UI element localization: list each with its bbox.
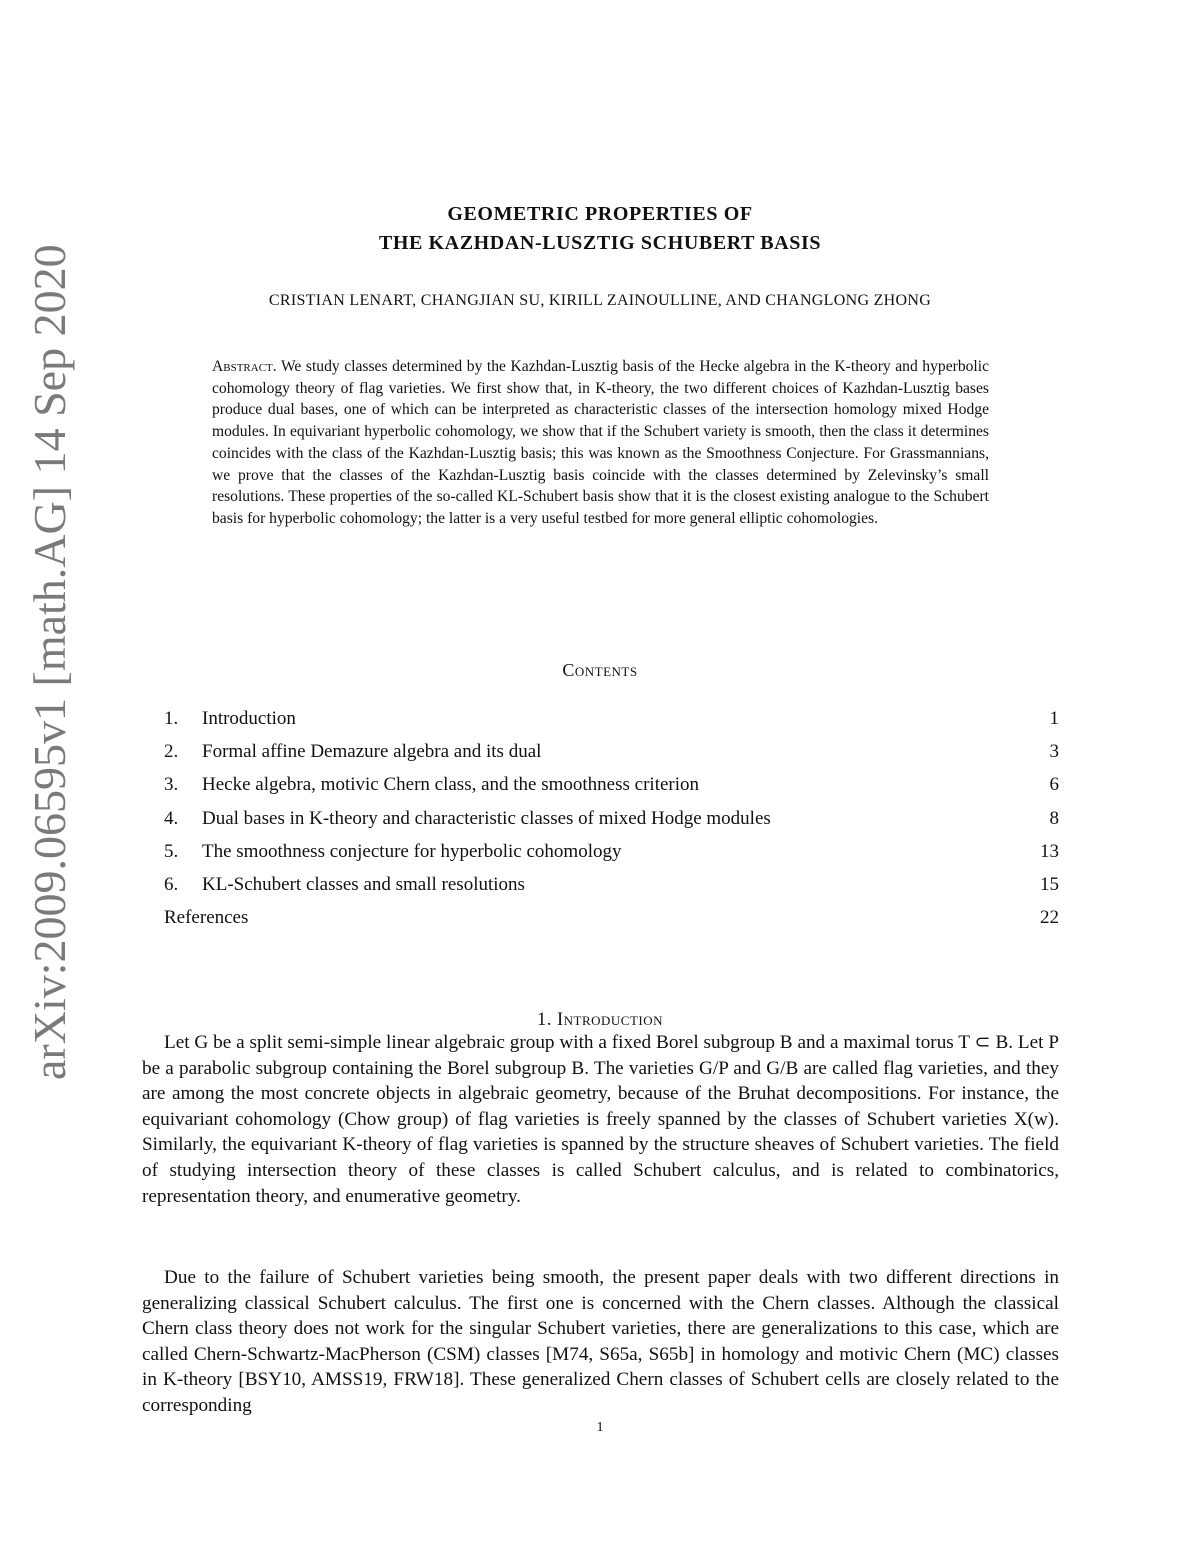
body-paragraph: Due to the failure of Schubert varieties being smooth, the present paper deals with two different directions in generalizing classical Schubert calculus. The first one is concerned with the Chern classes. Although the classical Chern class theory does not work for the singular Schubert varieties, there are generalizations to this case, which are called Chern-Schwartz-MacPherson (CSM) classes [M74, S65a, S65b] in homology and motivic Chern (MC) classes in K-theory [BSY10, AMSS19, FRW18]. These generalized Chern classes of Schubert cells are closely related to the corresponding (142, 1267, 1059, 1416)
toc-entry-title: KL-Schubert classes and small resolutions (202, 873, 525, 895)
toc-entry-page: 8 (1049, 807, 1059, 829)
toc-entry[interactable] (164, 872, 1059, 905)
toc-entry[interactable] (164, 739, 1059, 772)
toc-entry[interactable] (164, 772, 1059, 805)
section-number: 1. (536, 1010, 552, 1030)
toc-entry-number: 5. (164, 840, 179, 862)
toc-entry-number: 1. (164, 708, 179, 729)
toc-entry[interactable] (164, 839, 1059, 872)
toc-references-title: References (164, 907, 249, 929)
toc-entry-page: 13 (1040, 840, 1059, 862)
page-number: 1 (596, 1420, 604, 1435)
toc-entry-page: 15 (1040, 873, 1059, 895)
section-heading (0, 1010, 1200, 1031)
table-of-contents (164, 706, 1059, 938)
contents-heading: Contents (562, 660, 638, 680)
toc-entry-title: Formal affine Demazure algebra and its dual (202, 741, 542, 763)
toc-entry-number: 6. (164, 873, 179, 895)
abstract (212, 356, 989, 530)
toc-entry-page: 6 (1049, 774, 1059, 796)
section-title: Introduction (556, 1010, 664, 1030)
paper-title-line-2: THE KAZHDAN-LUSZTIG SCHUBERT BASIS (378, 232, 822, 254)
toc-references-page: 22 (1040, 907, 1059, 929)
arxiv-identifier: arXiv:2009.06595v1 [math.AG] 14 Sep 2020 (24, 244, 75, 1080)
toc-entry-title: Hecke algebra, motivic Chern class, and the smoothness criterion (202, 774, 700, 796)
abstract-label: Abstract. (212, 358, 277, 375)
toc-entry[interactable] (164, 806, 1059, 839)
body-paragraph: Let G be a split semi-simple linear algebraic group with a fixed Borel subgroup B and a maximal torus T ⊂ B. Let P be a parabolic subgroup containing the Borel subgroup B. The varieties G/P and G/B are called flag varieties, and they are among the most concrete objects in algebraic geometry, because of the Bruhat decompositions. For instance, the equivariant cohomology (Chow group) of flag varieties is freely spanned by the classes of Schubert varieties X(w). Similarly, the equivariant K-theory of flag varieties is spanned by the structure sheaves of Schubert varieties. The field of studying intersection theory of these classes is called Schubert calculus, and is related to combinatorics, representation theory, and enumerative geometry. (142, 1032, 1059, 1207)
paper-title-line-1: GEOMETRIC PROPERTIES OF (447, 203, 753, 225)
toc-entry-page: 1 (1049, 708, 1059, 729)
toc-entry-title: The smoothness conjecture for hyperbolic cohomology (202, 840, 622, 862)
abstract-text: We study classes determined by the Kazhdan-Lusztig basis of the Hecke algebra in the K-theory and hyperbolic cohomology theory of flag varieties. We first show that, in K-theory, the two different choices of Kazhdan-Lusztig bases produce dual bases, one of which can be interpreted as characteristic classes of the intersection homology mixed Hodge modules. In equivariant hyperbolic cohomology, we show that if the Schubert variety is smooth, then the class it determines coincides with the class of the Kazhdan-Lusztig basis; this was known as the Smoothness Conjecture. For Grassmannians, we prove that the classes of the Kazhdan-Lusztig basis coincide with the classes determined by Zelevinsky’s small resolutions. These properties of the so-called KL-Schubert basis show that it is the closest existing analogue to the Schubert basis for hyperbolic cohomology; the latter is a very useful testbed for more general elliptic cohomologies. (212, 358, 989, 527)
toc-entry-page: 3 (1049, 741, 1059, 763)
toc-entry-number: 4. (164, 807, 179, 829)
toc-entry-number: 2. (164, 741, 179, 763)
toc-entry-number: 3. (164, 774, 179, 796)
toc-entry[interactable] (164, 706, 1059, 739)
author-list: CRISTIAN LENART, CHANGJIAN SU, KIRILL ZAINOULLINE, AND CHANGLONG ZHONG (268, 292, 932, 309)
toc-entry-title: Dual bases in K-theory and characteristic classes of mixed Hodge modules (202, 807, 771, 829)
toc-entry-references[interactable] (164, 905, 1059, 938)
toc-entry-title: Introduction (202, 708, 296, 729)
